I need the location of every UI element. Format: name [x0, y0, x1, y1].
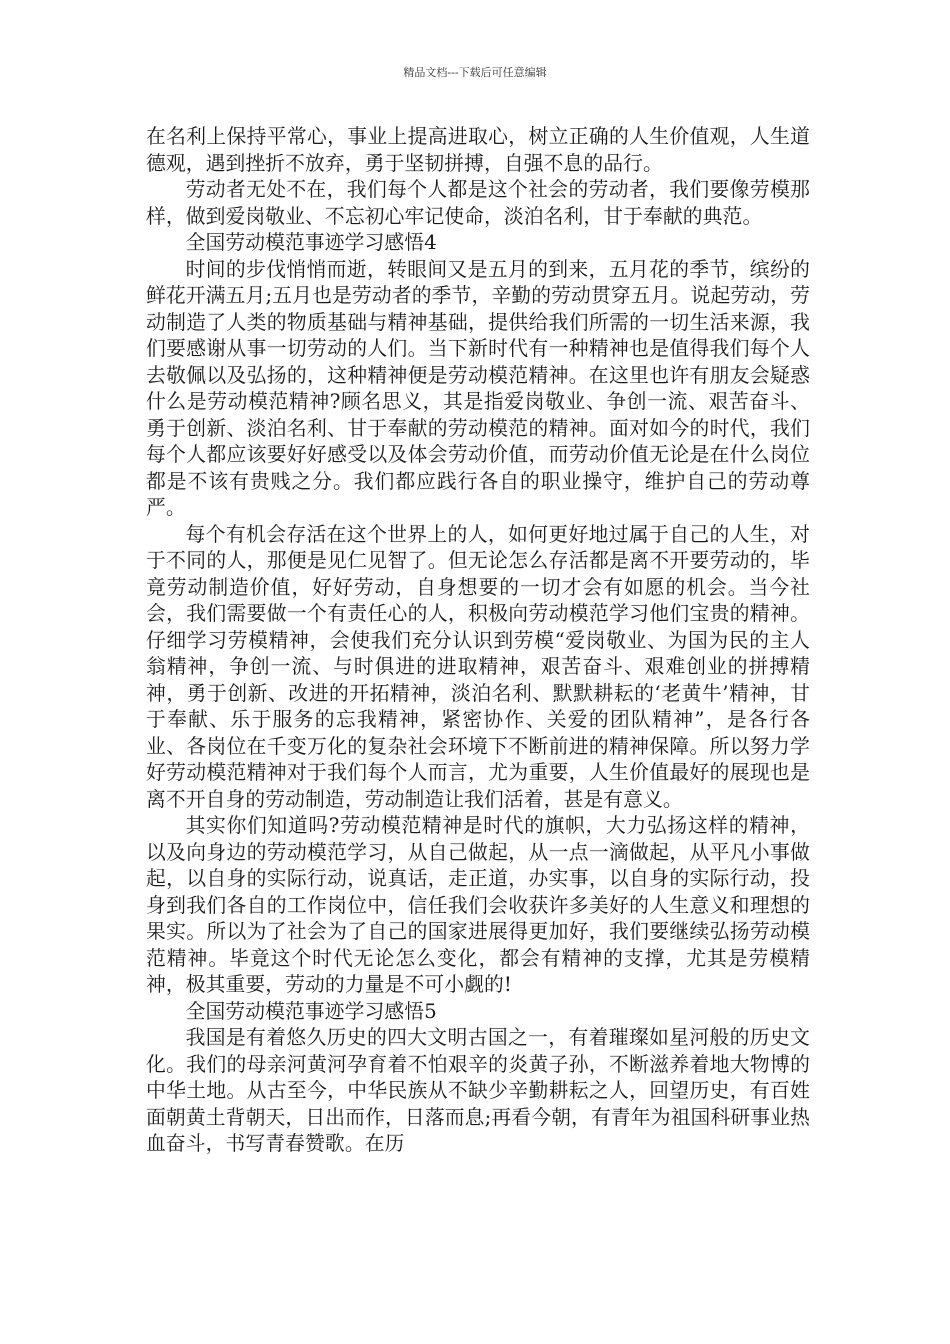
page-header-text: 精品文档---下载后可任意编辑	[403, 66, 547, 79]
paragraph-1: 在名利上保持平常心，事业上提高进取心，树立正确的人生价值观，人生道德观，遇到挫折不放弃，勇于坚韧拼搏，自强不息的品行。	[146, 125, 810, 175]
paragraph-5: 其实你们知道吗?劳动模范精神是时代的旗帜，大力弘扬这样的精神，以及向身边的劳动模范学习，从自己做起，从一点一滴做起，从平凡小事做起，以自身的实际行动，说真话，走正道，办实事，以自身的实际行动，投身到我们各自的工作岗位中，信任我们会收获许多美好的人生意义和理想的果实。所以为了社会为了自己的国家进展得更加好，我们要继续弘扬劳动模范精神。毕竟这个时代无论怎么变化，都会有精神的支撑，尤其是劳模精神，极其重要，劳动的力量是不可小觑的!	[146, 814, 810, 996]
paragraph-2: 劳动者无处不在，我们每个人都是这个社会的劳动者，我们要像劳模那样，做到爱岗敬业、不忘初心牢记使命，淡泊名利，甘于奉献的典范。	[146, 178, 810, 228]
page-header	[0, 66, 950, 80]
section-heading-4: 全国劳动模范事迹学习感悟4	[185, 231, 437, 254]
paragraph-6: 我国是有着悠久历史的四大文明古国之一，有着璀璨如星河般的历史文化。我们的母亲河黄河孕育着不怕艰辛的炎黄子孙，不断滋养着地大物博的中华土地。从古至今，中华民族从不缺少辛勤耕耘之人，回望历史，有百姓面朝黄土背朝天，日出而作，日落而息;再看今朝，有青年为祖国科研事业热血奋斗，书写青春赞歌。在历	[146, 1026, 810, 1155]
paragraph-3: 时间的步伐悄悄而逝，转眼间又是五月的到来，五月花的季节，缤纷的鲜花开满五月;五月也是劳动者的季节，辛勤的劳动贯穿五月。说起劳动，劳动制造了人类的物质基础与精神基础，提供给我们所需的一切生活来源，我们要感谢从事一切劳动的人们。当下新时代有一种精神也是值得我们每个人去敬佩以及弘扬的，这种精神便是劳动模范精神。在这里也许有朋友会疑惑什么是劳动模范精神?顾名思义，其是指爱岗敬业、争创一流、艰苦奋斗、勇于创新、淡泊名利、甘于奉献的劳动模范的精神。面对如今的时代，我们每个人都应该要好好感受以及体会劳动价值，而劳动价值无论是在什么岗位都是不该有贵贱之分。我们都应践行各自的职业操守，维护自己的劳动尊严。	[146, 257, 810, 519]
paragraph-4: 每个有机会存活在这个世界上的人，如何更好地过属于自己的人生，对于不同的人，那便是见仁见智了。但无论怎么存活都是离不开要劳动的，毕竟劳动制造价值，好好劳动，自身想要的一切才会有如愿的机会。当今社会，我们需要做一个有责任心的人，积极向劳动模范学习他们宝贵的精神。仔细学习劳模精神，会使我们充分认识到劳模“爱岗敬业、为国为民的主人翁精神，争创一流、与时俱进的进取精神，艰苦奋斗、艰难创业的拼搏精神，勇于创新、改进的开拓精神，淡泊名利、默默耕耘的‘老黄牛’精神，甘于奉献、乐于服务的忘我精神，紧密协作、关爱的团队精神”，是各行各业、各岗位在千变万化的复杂社会环境下不断前进的精神保障。所以努力学好劳动模范精神对于我们每个人而言，尤为重要，人生价值最好的展现也是离不开自身的劳动制造，劳动制造让我们活着，甚是有意义。	[146, 522, 810, 811]
document-body	[146, 124, 810, 1158]
section-heading-5: 全国劳动模范事迹学习感悟5	[185, 999, 437, 1023]
